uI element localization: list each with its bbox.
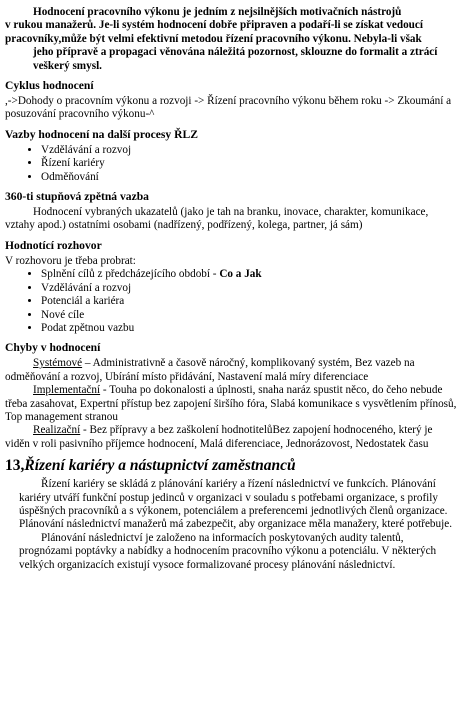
list-item: • Řízení kariéry xyxy=(41,157,459,170)
list-item xyxy=(41,268,459,281)
rozhovor-list xyxy=(5,268,459,335)
list-item: • Nové cíle xyxy=(41,309,459,322)
list-item: • Potenciál a kariéra xyxy=(41,295,459,308)
heading-rozhovor: Hodnotící rozhovor xyxy=(5,238,102,252)
chyby-realizacni-label: Realizační xyxy=(33,424,81,437)
chyby-systemove-text: – Administrativně a časově náročný, komplikovaný systém, Bez vazeb na odměňování a rozvoj, Ubírání místo přidávání, Nastavení malá míry diferenciace xyxy=(5,357,415,383)
section-13-number: 13, xyxy=(5,457,25,475)
chyby-implementacni xyxy=(5,384,459,424)
heading-chyby: Chyby v hodnocení xyxy=(5,341,101,355)
intro-line-2: v rukou manažerů. Je-li systém hodnocení dobře připraven a podaří-li se získat vedoucí pracovníky,může být velmi efektivní metodou řízení pracovního výkonu. Nebyla-li však xyxy=(5,19,423,45)
vazby-list xyxy=(5,144,459,184)
chyby-realizacni-text: - Bez přípravy a bez zaškolení hodnotitelůBez zapojení hodnoceného, který je viděn v roli pasivního příjemce hodnocení, Malá diferenciace, Jednorázovost, Nedostatek času xyxy=(5,424,433,450)
heading-zpetna-vazba: 360-ti stupňová zpětná vazba xyxy=(5,190,149,204)
chyby-implementacni-label: Implementační xyxy=(33,384,101,397)
section-13-paragraph-2: Plánování následnictví je založeno na informacích poskytovaných audity talentů, prognózami poptávky a nabídky a hodnocením pracovního výkonu a potenciálu. V některých velkých organizacích existují vysoce formalizované procesy plánování následnictví. xyxy=(19,531,437,571)
heading-vazby: Vazby hodnocení na další procesy ŘLZ xyxy=(5,127,198,141)
list-item-emphasis: Co a Jak xyxy=(219,268,262,281)
section-13-title xyxy=(5,457,459,475)
rozhovor-intro: V rozhovoru je třeba probrat: xyxy=(5,254,136,267)
list-item: • Odměňování xyxy=(41,171,459,184)
section-13 xyxy=(5,457,459,572)
chyby-systemove xyxy=(5,357,459,384)
intro-line-3: jeho přípravě a propagaci věnována náležitá pozornost, sklouzne do formalit a ztrácí veškerý smysl. xyxy=(33,46,438,72)
heading-cyklus: Cyklus hodnocení xyxy=(5,79,94,93)
list-item: • Podat zpětnou vazbu xyxy=(41,322,459,335)
list-item-text: Splnění cílů z předcházejícího období - xyxy=(41,268,220,281)
zpetna-vazba-text: Hodnocení vybraných ukazatelů (jako je tah na branku, inovace, charakter, komunikace, vztahy apod.) ostatními osobami (nadřízený, podřízený, kolega, partner, já sám) xyxy=(5,206,429,232)
cyklus-text: ,->Dohody o pracovním výkonu a rozvoji -> Řízení pracovního výkonu během roku -> Zkoumání a posuzování pracovního výkonu-^ xyxy=(5,95,452,121)
section-13-title-text: Řízení kariéry a nástupnictví zaměstnanců xyxy=(24,457,296,475)
section-13-paragraph-1: Řízení kariéry se skládá z plánování kariéry a řízení následnictví ve funkcích. Plánování kariéry utváří funkční postup jedinců v organizaci v souladu s potřebami organizace, s profily úspěšných pracovníků a s výkonem, potenciálem a preferencemi jednotlivých členů organizace. Plánování následnictví manažerů má zabezpečit, aby organizace měla manažery, které potřebuje. xyxy=(19,478,452,531)
list-item: • Vzdělávání a rozvoj xyxy=(41,144,459,157)
intro-line-1: Hodnocení pracovního výkonu je jedním z nejsilnějších motivačních nástrojů xyxy=(33,6,402,18)
chyby-realizacni xyxy=(5,424,459,451)
intro-paragraph xyxy=(5,6,459,73)
list-item: • Vzdělávání a rozvoj xyxy=(41,282,459,295)
chyby-systemove-label: Systémové xyxy=(33,357,83,370)
chyby-implementacni-text: - Touha po dokonalosti a úplnosti, snaha naráz spustit něco, do čeho nebude třeba zasahovat, Expertní přístup bez zapojení širšího fóra, Slabá komunikace s vysvětlením přínosů, Top management stranou xyxy=(5,384,457,423)
